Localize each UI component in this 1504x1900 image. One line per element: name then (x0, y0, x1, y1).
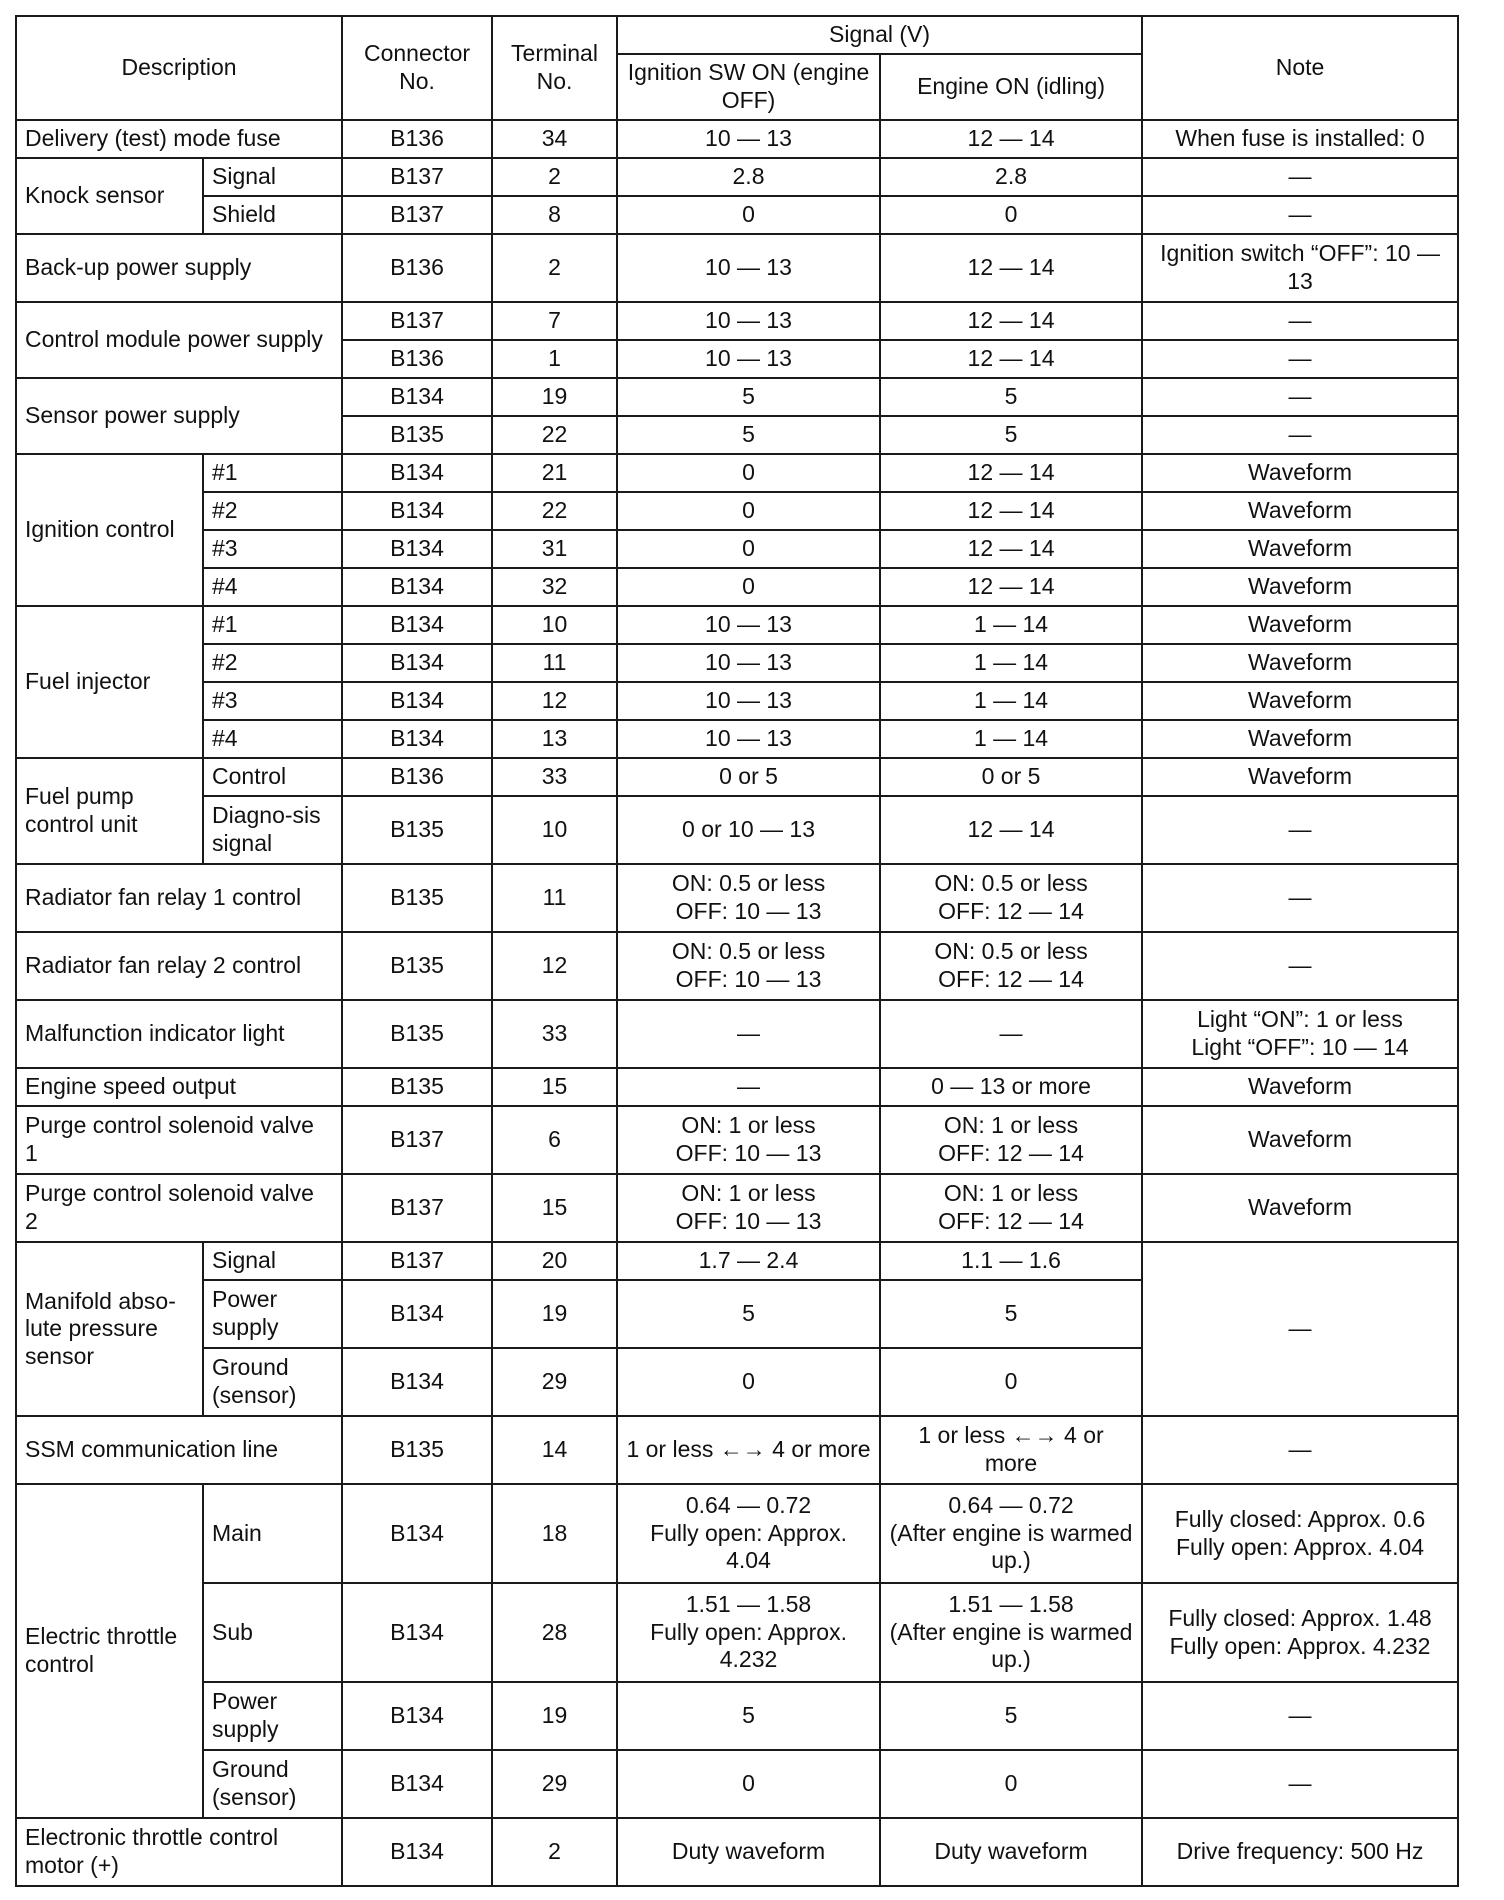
terminal-cell: 28 (492, 1583, 617, 1682)
terminal-cell: 22 (492, 416, 617, 454)
terminal-cell: 6 (492, 1106, 617, 1174)
table-row (16, 492, 1458, 530)
sub-description: Shield (203, 196, 342, 234)
table-row (16, 1682, 1458, 1750)
terminal-cell: 19 (492, 378, 617, 416)
terminal-cell: 33 (492, 1000, 617, 1068)
note-cell: — (1142, 864, 1458, 932)
sub-description: #3 (203, 682, 342, 720)
connector-cell: B134 (342, 606, 492, 644)
header-note: Note (1142, 16, 1458, 120)
table-row (16, 1484, 1458, 1583)
table-row (16, 1583, 1458, 1682)
ignition-signal-cell: 5 (617, 416, 880, 454)
signal-line: ON: 1 or less (943, 1180, 1079, 1207)
note-cell: Waveform (1142, 606, 1458, 644)
note-cell: — (1142, 1682, 1458, 1750)
signal-line: OFF: 12 — 14 (938, 1140, 1084, 1166)
ignition-signal-cell: 0 (617, 568, 880, 606)
note-cell: Waveform (1142, 1106, 1458, 1174)
ignition-signal-cell: 10 — 13 (617, 234, 880, 302)
row-description: SSM communication line (16, 1416, 342, 1484)
signal-line: Fully open: Approx. 4.04 (650, 1519, 847, 1574)
note-cell (1142, 1000, 1458, 1068)
terminal-cell: 19 (492, 1280, 617, 1348)
engine-signal-cell: 12 — 14 (880, 568, 1142, 606)
table-row (16, 378, 1458, 416)
engine-signal-cell: 12 — 14 (880, 302, 1142, 340)
table-row (16, 796, 1458, 864)
note-cell: Drive frequency: 500 Hz (1142, 1818, 1458, 1886)
note-cell: Waveform (1142, 568, 1458, 606)
signal-line: (After engine is warmed up.) (889, 1519, 1133, 1574)
sub-description: Ground (sensor) (203, 1348, 342, 1416)
engine-signal-cell: 1 or less ←→ 4 or more (880, 1416, 1142, 1484)
terminal-cell: 22 (492, 492, 617, 530)
engine-signal-cell: 0 (880, 1750, 1142, 1818)
terminal-cell: 29 (492, 1750, 617, 1818)
ignition-signal-cell: 10 — 13 (617, 302, 880, 340)
ignition-signal-cell: 10 — 13 (617, 720, 880, 758)
signal-line: OFF: 12 — 14 (938, 1208, 1084, 1234)
table-row (16, 1106, 1458, 1174)
connector-cell: B134 (342, 1348, 492, 1416)
terminal-cell: 14 (492, 1416, 617, 1484)
ignition-signal-cell: 5 (617, 1280, 880, 1348)
note-cell: Waveform (1142, 1174, 1458, 1242)
row-description: Malfunction indicator light (16, 1000, 342, 1068)
note-cell: — (1142, 196, 1458, 234)
ignition-signal-cell: 0 or 5 (617, 758, 880, 796)
ignition-signal-cell: 10 — 13 (617, 120, 880, 158)
terminal-cell: 19 (492, 1682, 617, 1750)
table-row (16, 606, 1458, 644)
signal-line: ON: 0.5 or less (671, 870, 826, 897)
note-cell: — (1142, 1750, 1458, 1818)
terminal-cell: 12 (492, 682, 617, 720)
terminal-cell: 20 (492, 1242, 617, 1280)
ignition-signal-cell (617, 1484, 880, 1583)
connector-cell: B135 (342, 864, 492, 932)
connector-cell: B134 (342, 492, 492, 530)
engine-signal-cell: 0 (880, 196, 1142, 234)
header-signal: Signal (V) (617, 16, 1142, 54)
sub-description: Signal (203, 1242, 342, 1280)
group-description: Sensor power supply (16, 378, 342, 454)
terminal-cell: 2 (492, 234, 617, 302)
engine-signal-cell: 12 — 14 (880, 454, 1142, 492)
engine-signal-cell: 2.8 (880, 158, 1142, 196)
engine-signal-cell: 5 (880, 416, 1142, 454)
engine-signal-cell: 1 — 14 (880, 644, 1142, 682)
connector-cell: B134 (342, 720, 492, 758)
signal-line: ON: 1 or less (681, 1180, 816, 1207)
table-row (16, 932, 1458, 1000)
sub-description: #3 (203, 530, 342, 568)
terminal-cell: 8 (492, 196, 617, 234)
terminal-cell: 2 (492, 1818, 617, 1886)
header-connector: Connector No. (342, 16, 492, 120)
note-line: Fully closed: Approx. 0.6 (1174, 1505, 1426, 1532)
table-row (16, 1818, 1458, 1886)
terminal-cell: 34 (492, 120, 617, 158)
ignition-signal-cell (617, 864, 880, 932)
signal-line: 1.51 — 1.58 (948, 1591, 1074, 1618)
signal-line: ON: 0.5 or less (934, 870, 1088, 897)
terminal-cell: 15 (492, 1174, 617, 1242)
signal-line: (After engine is warmed up.) (889, 1618, 1133, 1673)
terminal-cell: 33 (492, 758, 617, 796)
terminal-cell: 32 (492, 568, 617, 606)
header-ignition-on: Ignition SW ON (engine OFF) (617, 54, 880, 120)
note-line: Light “OFF”: 10 — 14 (1191, 1034, 1409, 1060)
group-description: Manifold abso-lute pressure sensor (16, 1242, 203, 1416)
note-cell: — (1142, 416, 1458, 454)
ignition-signal-cell (617, 932, 880, 1000)
ignition-signal-cell: 0 or 10 — 13 (617, 796, 880, 864)
connector-cell: B134 (342, 644, 492, 682)
note-line: Fully open: Approx. 4.232 (1169, 1632, 1431, 1659)
ignition-signal-cell: 2.8 (617, 158, 880, 196)
connector-cell: B137 (342, 1174, 492, 1242)
connector-cell: B134 (342, 682, 492, 720)
connector-cell: B135 (342, 932, 492, 1000)
connector-cell: B137 (342, 196, 492, 234)
connector-cell: B136 (342, 758, 492, 796)
note-cell: Ignition switch “OFF”: 10 — 13 (1142, 234, 1458, 302)
terminal-cell: 29 (492, 1348, 617, 1416)
terminal-cell: 7 (492, 302, 617, 340)
sub-description: Diagno-sis signal (203, 796, 342, 864)
sub-description: #1 (203, 454, 342, 492)
row-description: Delivery (test) mode fuse (16, 120, 342, 158)
table-row (16, 720, 1458, 758)
signal-line: OFF: 10 — 13 (675, 898, 822, 924)
ignition-signal-cell: 5 (617, 378, 880, 416)
terminal-cell: 15 (492, 1068, 617, 1106)
connector-cell: B134 (342, 1484, 492, 1583)
engine-signal-cell: 12 — 14 (880, 796, 1142, 864)
signal-line: ON: 0.5 or less (934, 938, 1088, 965)
ignition-signal-cell: 0 (617, 1750, 880, 1818)
table-row (16, 644, 1458, 682)
group-description: Ignition control (16, 454, 203, 606)
table-row (16, 1068, 1458, 1106)
signal-line: OFF: 10 — 13 (675, 1208, 822, 1234)
note-cell: — (1142, 796, 1458, 864)
terminal-cell: 10 (492, 606, 617, 644)
connector-cell: B137 (342, 158, 492, 196)
connector-cell: B136 (342, 340, 492, 378)
ignition-signal-cell: 0 (617, 196, 880, 234)
table-row (16, 1750, 1458, 1818)
note-cell (1142, 1484, 1458, 1583)
row-description: Purge control solenoid valve 1 (16, 1106, 342, 1174)
terminal-signal-table (15, 15, 1459, 1887)
table-row (16, 1416, 1458, 1484)
ignition-signal-cell (617, 1174, 880, 1242)
note-line: Light “ON”: 1 or less (1197, 1006, 1403, 1033)
engine-signal-cell: 0 (880, 1348, 1142, 1416)
table-row (16, 864, 1458, 932)
terminal-cell: 2 (492, 158, 617, 196)
group-description: Knock sensor (16, 158, 203, 234)
ignition-signal-cell: 0 (617, 1348, 880, 1416)
engine-signal-cell (880, 864, 1142, 932)
engine-signal-cell: Duty waveform (880, 1818, 1142, 1886)
terminal-cell: 12 (492, 932, 617, 1000)
engine-signal-cell: 5 (880, 1280, 1142, 1348)
sub-description: Control (203, 758, 342, 796)
signal-line: 0.64 — 0.72 (685, 1492, 812, 1519)
ignition-signal-cell (617, 1583, 880, 1682)
row-description: Electronic throttle control motor (+) (16, 1818, 342, 1886)
table-row (16, 1000, 1458, 1068)
engine-signal-cell (880, 1174, 1142, 1242)
row-description: Back-up power supply (16, 234, 342, 302)
note-cell: Waveform (1142, 758, 1458, 796)
note-line: Fully open: Approx. 4.04 (1176, 1533, 1425, 1560)
sub-description: #4 (203, 720, 342, 758)
connector-cell: B135 (342, 1068, 492, 1106)
note-cell: Waveform (1142, 720, 1458, 758)
header-terminal: Terminal No. (492, 16, 617, 120)
ignition-signal-cell (617, 1106, 880, 1174)
ignition-signal-cell: 0 (617, 530, 880, 568)
engine-signal-cell: 5 (880, 378, 1142, 416)
engine-signal-cell: — (880, 1000, 1142, 1068)
engine-signal-cell: 1 — 14 (880, 606, 1142, 644)
table-row (16, 758, 1458, 796)
ignition-signal-cell: — (617, 1000, 880, 1068)
ignition-signal-cell: — (617, 1068, 880, 1106)
connector-cell: B134 (342, 568, 492, 606)
note-cell: Waveform (1142, 644, 1458, 682)
sub-description: #2 (203, 644, 342, 682)
sub-description: Main (203, 1484, 342, 1583)
note-cell: — (1142, 340, 1458, 378)
engine-signal-cell: 12 — 14 (880, 234, 1142, 302)
engine-signal-cell (880, 1106, 1142, 1174)
table-row (16, 1174, 1458, 1242)
row-description: Radiator fan relay 2 control (16, 932, 342, 1000)
connector-cell: B134 (342, 378, 492, 416)
table-row (16, 530, 1458, 568)
row-description: Radiator fan relay 1 control (16, 864, 342, 932)
group-description: Electric throttle control (16, 1484, 203, 1818)
sub-description: #4 (203, 568, 342, 606)
ignition-signal-cell: Duty waveform (617, 1818, 880, 1886)
note-cell: Waveform (1142, 682, 1458, 720)
engine-signal-cell: 5 (880, 1682, 1142, 1750)
group-description: Fuel pump control unit (16, 758, 203, 864)
engine-signal-cell: 1.1 — 1.6 (880, 1242, 1142, 1280)
note-cell: Waveform (1142, 454, 1458, 492)
table-row (16, 302, 1458, 340)
note-line: Fully closed: Approx. 1.48 (1168, 1604, 1432, 1631)
terminal-cell: 1 (492, 340, 617, 378)
connector-cell: B134 (342, 1750, 492, 1818)
sub-description: Sub (203, 1583, 342, 1682)
engine-signal-cell: 0 — 13 or more (880, 1068, 1142, 1106)
engine-signal-cell: 1 — 14 (880, 720, 1142, 758)
note-cell: — (1142, 302, 1458, 340)
engine-signal-cell: 12 — 14 (880, 340, 1142, 378)
table-row (16, 120, 1458, 158)
signal-line: OFF: 10 — 13 (675, 966, 822, 992)
row-description: Purge control solenoid valve 2 (16, 1174, 342, 1242)
connector-cell: B135 (342, 796, 492, 864)
connector-cell: B134 (342, 454, 492, 492)
sub-description: #2 (203, 492, 342, 530)
note-cell (1142, 1583, 1458, 1682)
ignition-signal-cell: 10 — 13 (617, 644, 880, 682)
group-description: Fuel injector (16, 606, 203, 758)
note-cell: Waveform (1142, 530, 1458, 568)
table-row (16, 682, 1458, 720)
connector-cell: B135 (342, 416, 492, 454)
table-row (16, 454, 1458, 492)
connector-cell: B134 (342, 1818, 492, 1886)
signal-line: ON: 0.5 or less (671, 938, 826, 965)
header-engine-on: Engine ON (idling) (880, 54, 1142, 120)
sub-description: #1 (203, 606, 342, 644)
engine-signal-cell (880, 932, 1142, 1000)
terminal-cell: 18 (492, 1484, 617, 1583)
engine-signal-cell: 12 — 14 (880, 492, 1142, 530)
connector-cell: B137 (342, 302, 492, 340)
ignition-signal-cell: 10 — 13 (617, 682, 880, 720)
terminal-cell: 11 (492, 644, 617, 682)
terminal-cell: 13 (492, 720, 617, 758)
terminal-cell: 10 (492, 796, 617, 864)
sub-description: Ground (sensor) (203, 1750, 342, 1818)
note-cell: — (1142, 158, 1458, 196)
ignition-signal-cell: 0 (617, 454, 880, 492)
note-cell: — (1142, 1416, 1458, 1484)
note-cell: Waveform (1142, 492, 1458, 530)
engine-signal-cell (880, 1583, 1142, 1682)
signal-line: ON: 1 or less (943, 1112, 1079, 1139)
table-row (16, 158, 1458, 196)
signal-line: ON: 1 or less (681, 1112, 816, 1139)
engine-signal-cell: 1 — 14 (880, 682, 1142, 720)
ignition-signal-cell: 10 — 13 (617, 606, 880, 644)
terminal-cell: 11 (492, 864, 617, 932)
connector-cell: B136 (342, 120, 492, 158)
connector-cell: B137 (342, 1242, 492, 1280)
note-cell: — (1142, 378, 1458, 416)
connector-cell: B134 (342, 530, 492, 568)
table-row (16, 196, 1458, 234)
signal-line: OFF: 10 — 13 (675, 1140, 822, 1166)
table-row (16, 1242, 1458, 1280)
ignition-signal-cell: 5 (617, 1682, 880, 1750)
note-cell: When fuse is installed: 0 (1142, 120, 1458, 158)
connector-cell: B134 (342, 1583, 492, 1682)
sub-description: Power supply (203, 1280, 342, 1348)
connector-cell: B136 (342, 234, 492, 302)
ignition-signal-cell: 1 or less ←→ 4 or more (617, 1416, 880, 1484)
signal-line: Fully open: Approx. 4.232 (650, 1618, 847, 1673)
signal-line: 1.51 — 1.58 (685, 1591, 812, 1618)
connector-cell: B135 (342, 1000, 492, 1068)
connector-cell: B137 (342, 1106, 492, 1174)
ignition-signal-cell: 1.7 — 2.4 (617, 1242, 880, 1280)
group-description: Control module power supply (16, 302, 342, 378)
connector-cell: B134 (342, 1682, 492, 1750)
connector-cell: B134 (342, 1280, 492, 1348)
signal-line: OFF: 12 — 14 (938, 898, 1084, 924)
note-cell: — (1142, 932, 1458, 1000)
engine-signal-cell: 12 — 14 (880, 530, 1142, 568)
connector-cell: B135 (342, 1416, 492, 1484)
table-row (16, 568, 1458, 606)
engine-signal-cell: 0 or 5 (880, 758, 1142, 796)
terminal-cell: 31 (492, 530, 617, 568)
sub-description: Power supply (203, 1682, 342, 1750)
sub-description: Signal (203, 158, 342, 196)
ignition-signal-cell: 10 — 13 (617, 340, 880, 378)
signal-line: OFF: 12 — 14 (938, 966, 1084, 992)
note-cell: — (1142, 1242, 1458, 1416)
header-description: Description (16, 16, 342, 120)
engine-signal-cell: 12 — 14 (880, 120, 1142, 158)
table-row (16, 234, 1458, 302)
note-cell: Waveform (1142, 1068, 1458, 1106)
terminal-cell: 21 (492, 454, 617, 492)
engine-signal-cell (880, 1484, 1142, 1583)
row-description: Engine speed output (16, 1068, 342, 1106)
ignition-signal-cell: 0 (617, 492, 880, 530)
signal-line: 0.64 — 0.72 (948, 1492, 1074, 1519)
